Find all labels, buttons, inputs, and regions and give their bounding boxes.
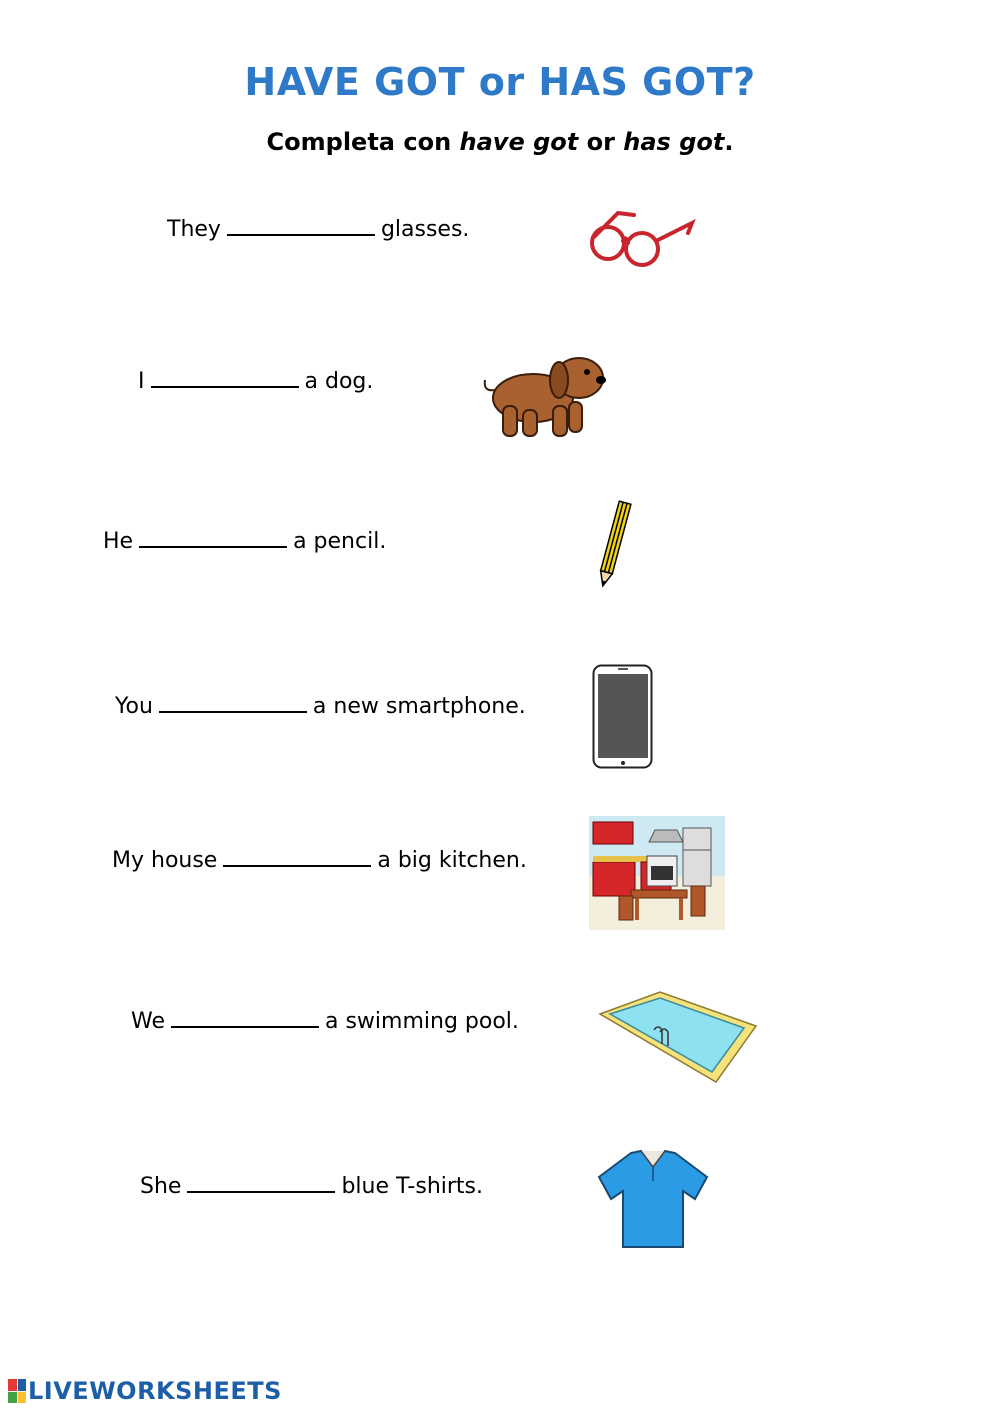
exercise-1 bbox=[167, 214, 469, 244]
t-shirt-icon bbox=[597, 1147, 709, 1255]
answer-blank[interactable] bbox=[159, 691, 307, 713]
exercise-rest: glasses. bbox=[380, 217, 470, 242]
exercise-6 bbox=[131, 1006, 519, 1036]
instruction-has-got: has got bbox=[623, 128, 725, 156]
exercise-subject: They bbox=[167, 217, 221, 242]
exercise-5 bbox=[112, 845, 527, 875]
glasses-icon bbox=[588, 205, 698, 279]
answer-blank[interactable] bbox=[223, 845, 371, 867]
exercise-subject: She bbox=[140, 1174, 182, 1199]
liveworksheets-logo-icon bbox=[8, 1379, 26, 1403]
exercise-subject: You bbox=[115, 694, 153, 719]
exercise-2 bbox=[138, 366, 373, 396]
exercise-subject: My house bbox=[112, 848, 218, 873]
answer-blank[interactable] bbox=[139, 526, 287, 548]
exercise-rest: a swimming pool. bbox=[325, 1009, 519, 1034]
pencil-icon bbox=[588, 497, 638, 596]
exercise-rest: a pencil. bbox=[293, 529, 387, 554]
footer-brand-text: LIVEWORKSHEETS bbox=[28, 1377, 282, 1405]
smartphone-icon bbox=[592, 664, 654, 774]
swimming-pool-icon bbox=[598, 990, 758, 1090]
instruction-text: Completa con bbox=[266, 128, 460, 156]
exercise-7 bbox=[140, 1171, 483, 1201]
answer-blank[interactable] bbox=[151, 366, 299, 388]
instruction-or: or bbox=[578, 128, 624, 156]
exercise-subject: I bbox=[138, 369, 145, 394]
footer-brand bbox=[8, 1375, 282, 1407]
answer-blank[interactable] bbox=[187, 1171, 335, 1193]
exercise-rest: a new smartphone. bbox=[312, 694, 526, 719]
exercise-subject: He bbox=[103, 529, 134, 554]
worksheet-title: HAVE GOT or HAS GOT? bbox=[244, 60, 756, 104]
answer-blank[interactable] bbox=[227, 214, 375, 236]
exercise-rest: a big kitchen. bbox=[377, 848, 527, 873]
exercise-3 bbox=[103, 526, 386, 556]
instruction-period: . bbox=[724, 128, 734, 156]
dog-icon bbox=[475, 340, 610, 449]
exercise-rest: blue T-shirts. bbox=[341, 1174, 484, 1199]
exercise-subject: We bbox=[131, 1009, 165, 1034]
instruction bbox=[0, 128, 1000, 156]
exercise-rest: a dog. bbox=[304, 369, 374, 394]
instruction-have-got: have got bbox=[459, 128, 579, 156]
kitchen-icon bbox=[589, 816, 725, 934]
exercise-4 bbox=[115, 691, 526, 721]
answer-blank[interactable] bbox=[171, 1006, 319, 1028]
